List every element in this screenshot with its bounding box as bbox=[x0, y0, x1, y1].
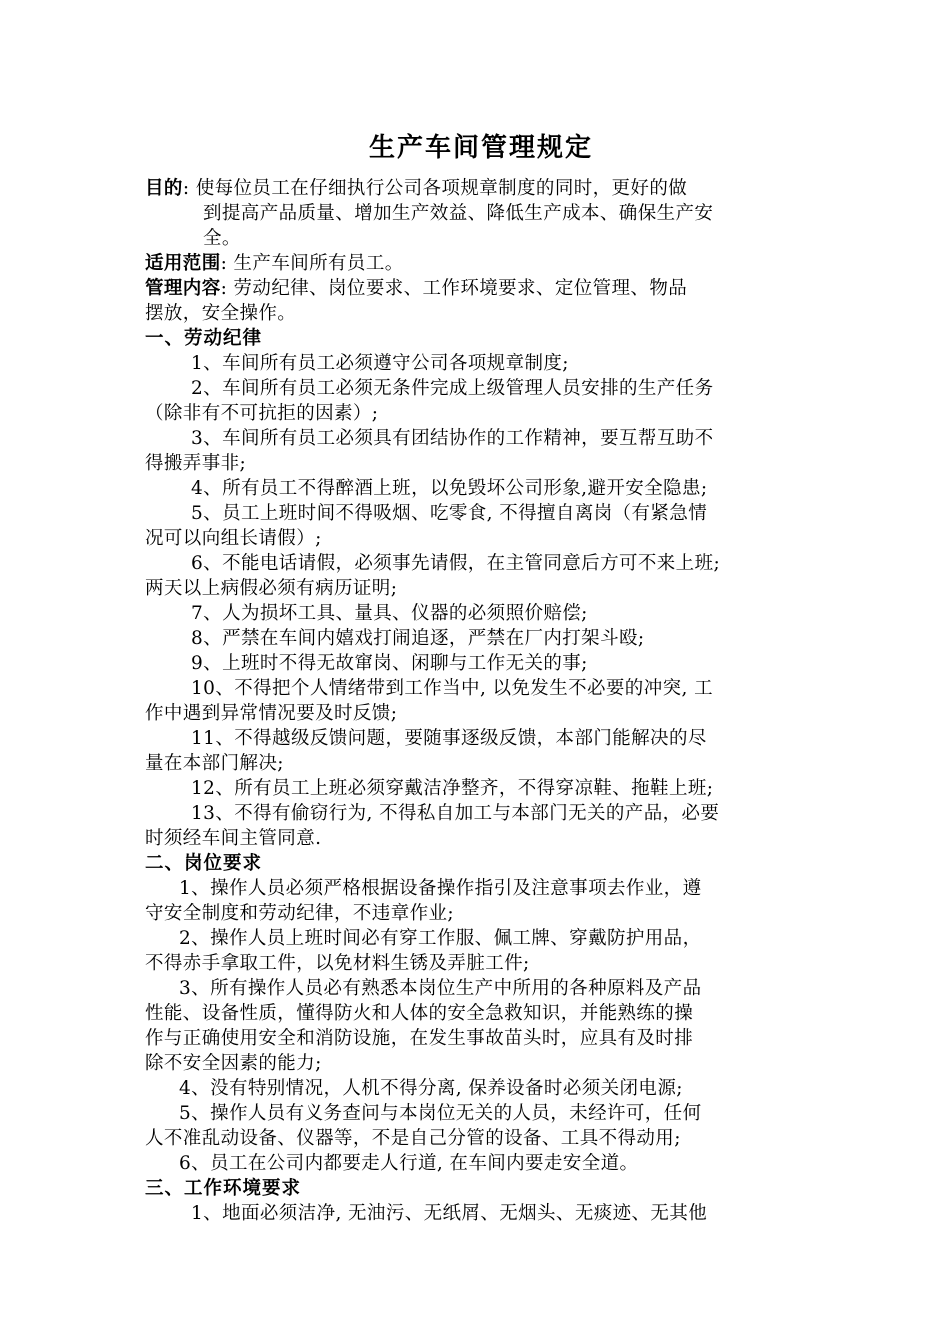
section-3-title: 三、工作环境要求 bbox=[145, 1178, 302, 1199]
s1-line: 1、车间所有员工必须遵守公司各项规章制度; bbox=[191, 353, 569, 374]
s1-line: 作中遇到异常情况要及时反馈; bbox=[145, 703, 398, 724]
s1-line: 5、员工上班时间不得吸烟、吃零食, 不得擅自离岗（有紧急情 bbox=[191, 503, 708, 524]
section-2-title: 二、岗位要求 bbox=[145, 853, 263, 874]
s1-line: 7、人为损坏工具、量具、仪器的必须照价赔偿; bbox=[191, 603, 588, 624]
s1-line: 11、不得越级反馈问题，要随事逐级反馈，本部门能解决的尽 bbox=[191, 728, 707, 749]
s2-line: 人不准乱动设备、仪器等，不是自己分管的设备、工具不得动用; bbox=[145, 1128, 681, 1149]
s2-line: 3、所有操作人员必有熟悉本岗位生产中所用的各种原料及产品 bbox=[179, 978, 702, 999]
s1-line: 得搬弄事非; bbox=[145, 453, 247, 474]
s2-line: 除不安全因素的能力; bbox=[145, 1053, 322, 1074]
purpose-label: 目的 bbox=[145, 178, 183, 199]
document-page bbox=[145, 128, 817, 1226]
content-line-2: 摆放，安全操作。 bbox=[145, 303, 297, 324]
scope-label: 适用范围 bbox=[145, 253, 221, 274]
purpose-text-1: : 使每位员工在仔细执行公司各项规章制度的同时，更好的做 bbox=[182, 178, 688, 199]
s1-line: 10、不得把个人情绪带到工作当中, 以免发生不必要的冲突, 工 bbox=[191, 678, 713, 699]
s1-line: 量在本部门解决; bbox=[145, 753, 284, 774]
s1-line: 8、严禁在车间内嬉戏打闹追逐，严禁在厂内打架斗殴; bbox=[191, 628, 645, 649]
s1-line: 9、上班时不得无故窜岗、闲聊与工作无关的事; bbox=[191, 653, 588, 674]
s2-line: 4、没有特别情况，人机不得分离, 保养设备时必须关闭电源; bbox=[179, 1078, 683, 1099]
s3-line: 1、地面必须洁净, 无油污、无纸屑、无烟头、无痰迹、无其他 bbox=[191, 1203, 708, 1224]
s1-line: 两天以上病假必须有病历证明; bbox=[145, 578, 398, 599]
s2-line: 不得赤手拿取工件，以免材料生锈及弄脏工件; bbox=[145, 953, 530, 974]
s1-line: （除非有不可抗拒的因素）; bbox=[145, 403, 379, 424]
content-line-1 bbox=[145, 276, 817, 301]
s1-line: 6、不能电话请假，必须事先请假，在主管同意后方可不来上班; bbox=[191, 553, 721, 574]
s2-line: 2、操作人员上班时间必有穿工作服、佩工牌、穿戴防护用品， bbox=[179, 928, 702, 949]
s1-line: 3、车间所有员工必须具有团结协作的工作精神，要互帮互助不 bbox=[191, 428, 714, 449]
s2-line: 5、操作人员有义务查问与本岗位无关的人员，未经许可，任何 bbox=[179, 1103, 702, 1124]
content-text-1: : 劳动纪律、岗位要求、工作环境要求、定位管理、物品 bbox=[220, 278, 688, 299]
s1-line: 时须经车间主管同意. bbox=[145, 828, 322, 849]
s2-line: 性能、设备性质，懂得防火和人体的安全急救知识，并能熟练的操 bbox=[145, 1003, 694, 1024]
scope-line bbox=[145, 251, 817, 276]
s2-line: 6、员工在公司内都要走人行道, 在车间内要走安全道。 bbox=[179, 1153, 639, 1174]
s2-line: 1、操作人员必须严格根据设备操作指引及注意事项去作业，遵 bbox=[179, 878, 702, 899]
s1-line: 2、车间所有员工必须无条件完成上级管理人员安排的生产任务 bbox=[191, 378, 714, 399]
s2-line: 作与正确使用安全和消防设施，在发生事故苗头时，应具有及时排 bbox=[145, 1028, 694, 1049]
section-1-title: 一、劳动纪律 bbox=[145, 328, 263, 349]
purpose-line-1 bbox=[145, 176, 817, 201]
s2-line: 守安全制度和劳动纪律，不违章作业; bbox=[145, 903, 455, 924]
s1-line: 4、所有员工不得醉酒上班，以免毁坏公司形象,避开安全隐患; bbox=[191, 478, 708, 499]
scope-text: : 生产车间所有员工。 bbox=[220, 253, 404, 274]
content-label: 管理内容 bbox=[145, 278, 221, 299]
purpose-line-3: 全。 bbox=[203, 228, 241, 249]
s1-line: 12、所有员工上班必须穿戴洁净整齐，不得穿凉鞋、拖鞋上班; bbox=[191, 778, 714, 799]
s1-line: 况可以向组长请假）; bbox=[145, 528, 322, 549]
s1-line: 13、不得有偷窃行为, 不得私自加工与本部门无关的产品，必要 bbox=[191, 803, 720, 824]
purpose-line-2: 到提高产品质量、增加生产效益、降低生产成本、确保生产安 bbox=[203, 203, 714, 224]
document-title: 生产车间管理规定 bbox=[368, 133, 593, 163]
